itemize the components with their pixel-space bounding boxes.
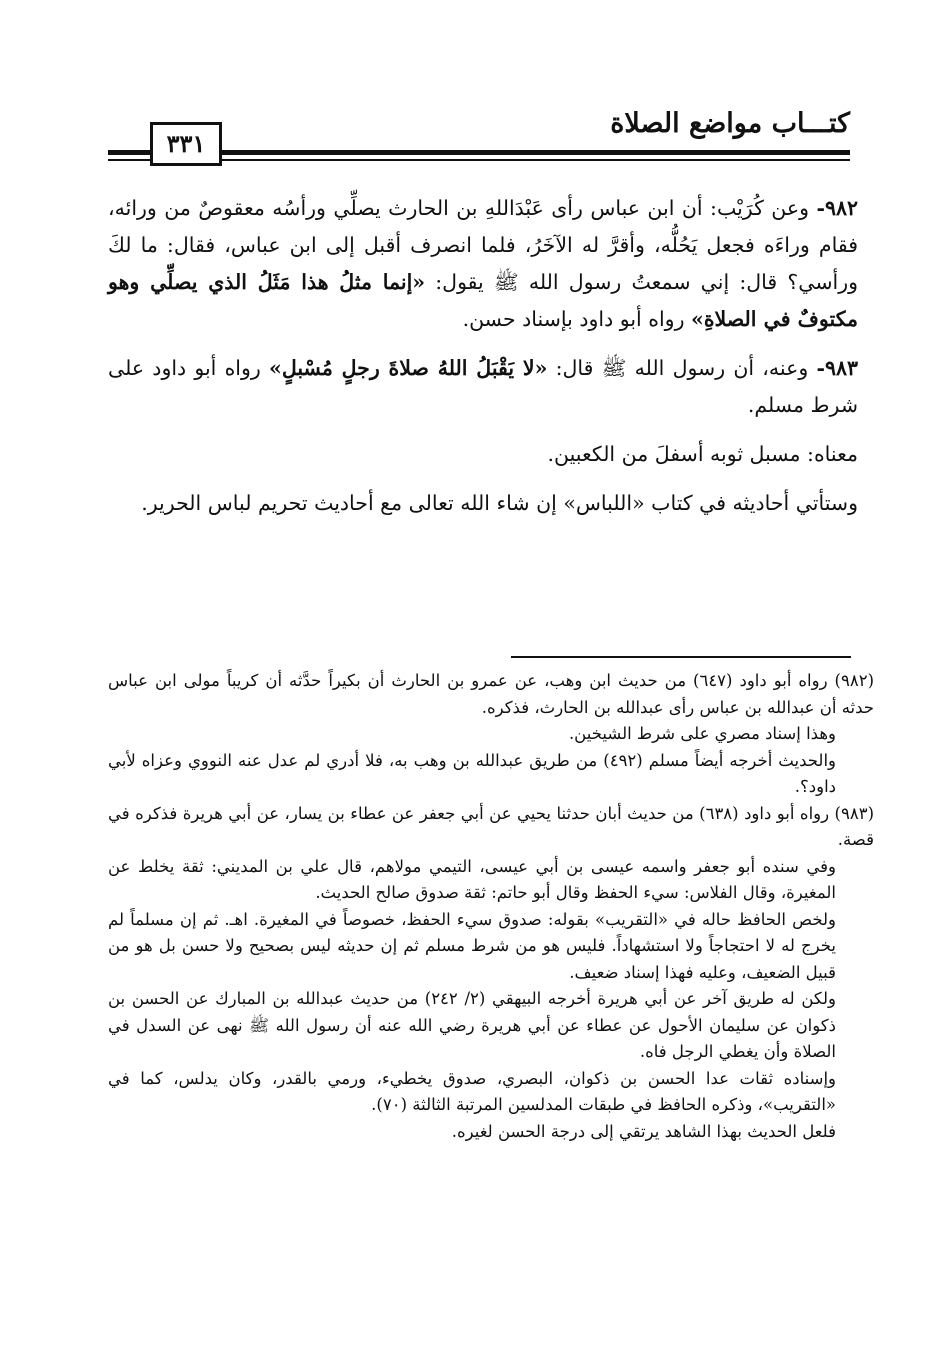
meaning-note: معناه: مسبل ثوبه أسفلَ من الكعبين.: [547, 442, 858, 466]
hadith-text: وعن كُرَيْب: أن ابن عباس رأى عَبْدَاللهِ بن الحارث يصلِّي ورأسُه معقوصٌ من ورائه، فقام وراءَه فجعل يَحُلُّه، وأقرَّ له الآخَرُ، فلما انصرف أقبل إلى ابن عباس، فقال: ما لكَ ورأسي؟ قال: إني سمعتُ رسول الله ﷺ يقول:: [108, 196, 858, 294]
hadith-982: [108, 190, 858, 338]
hadith-source: رواه أبو داود بإسناد حسن.: [462, 307, 691, 331]
hadith-source: رواه أبو داود على شرط مسلم.: [108, 356, 858, 417]
footnotes: [108, 668, 874, 1145]
hadith-quote: «إنما مثلُ هذا مَثَلُ الذي يصلِّي وهو مكتوفٌ في الصلاةِ»: [108, 270, 858, 331]
footnote-983-line: وفي سنده أبو جعفر واسمه عيسى بن أبي عيسى، التيمي مولاهم، قال علي بن المديني: ثقة يخلط عن المغيرة، وقال الفلاس: سيء الحفظ وقال أبو حاتم: ثقة صدوق صالح الحديث.: [108, 856, 836, 902]
footnote-982: (٩٨٢) رواه أبو داود (٦٤٧) من حديث ابن وهب، عن عمرو بن الحارث أن بكيراً حدَّثه أن كريباً مولى ابن عباس حدثه أن عبدالله بن عباس رأى عبدالله بن الحارث، فذكره.: [108, 671, 874, 717]
footnote-983: (٩٨٣) رواه أبو داود (٦٣٨) من حديث أبان حدثنا يحيي عن أبي جعفر عن عطاء بن يسار، عن أبي هريرة فذكره في قصة.: [108, 803, 875, 849]
chapter-title: كتـــاب مواضع الصلاة: [610, 108, 850, 139]
main-text: [108, 190, 858, 534]
page-header: [108, 108, 850, 164]
footnote-983-line: ولخص الحافظ حاله في «التقريب» بقوله: صدوق سيء الحفظ، خصوصاً في المغيرة. اهـ. ثم إن مسلماً لم يخرج له لا احتجاجاً ولا استشهاداً. فليس هو من شرط مسلم ثم إن حديثه ليس بصحيح ولا حسن بل هو من قبيل الضعيف، وعليه فهذا إسناد ضعيف.: [108, 909, 836, 982]
footnote-rule: [511, 656, 851, 658]
footnote-982-line: وهذا إسناد مصري على شرط الشيخين.: [568, 724, 836, 743]
closing-note: وستأتي أحاديثه في كتاب «اللباس» إن شاء الله تعالى مع أحاديث تحريم لباس الحرير.: [141, 491, 858, 515]
hadith-quote: «لا يَقْبَلُ اللهُ صلاةَ رجلٍ مُسْبلٍ»: [269, 356, 548, 380]
footnote-983-line: فلعل الحديث بهذا الشاهد يرتقي إلى درجة الحسن لغيره.: [451, 1121, 836, 1141]
footnote-982-line: والحديث أخرجه أيضاً مسلم (٤٩٢) من طريق عبدالله بن وهب به، فلا أدري لم عدل عنه النووي وعزاه لأبي داود؟.: [108, 750, 836, 796]
footnote-983-line: ولكن له طريق آخر عن أبي هريرة أخرجه البيهقي (٢/ ٢٤٢) من حديث عبدالله بن المبارك عن الحسن بن ذكوان عن سليمان الأحول عن عطاء عن أبي هريرة رضي الله عنه أن رسول الله ﷺ نهى عن السدل في الصلاة وأن يغطي الرجل فاه.: [108, 989, 836, 1061]
hadith-number: ٩٨٢-: [816, 196, 858, 220]
hadith-number: ٩٨٣-: [816, 356, 858, 380]
hadith-text: وعنه، أن رسول الله ﷺ قال:: [547, 356, 817, 380]
page-number: ٣٣١: [150, 122, 222, 166]
footnote-983-line: وإسناده ثقات عدا الحسن بن ذكوان، البصري، صدوق يخطيء، ورمي بالقدر، وكان يدلس، كما في «التقريب»، وذكره الحافظ في طبقات المدلسين المرتبة الثالثة (٧٠).: [108, 1068, 836, 1114]
hadith-983: [108, 350, 858, 424]
